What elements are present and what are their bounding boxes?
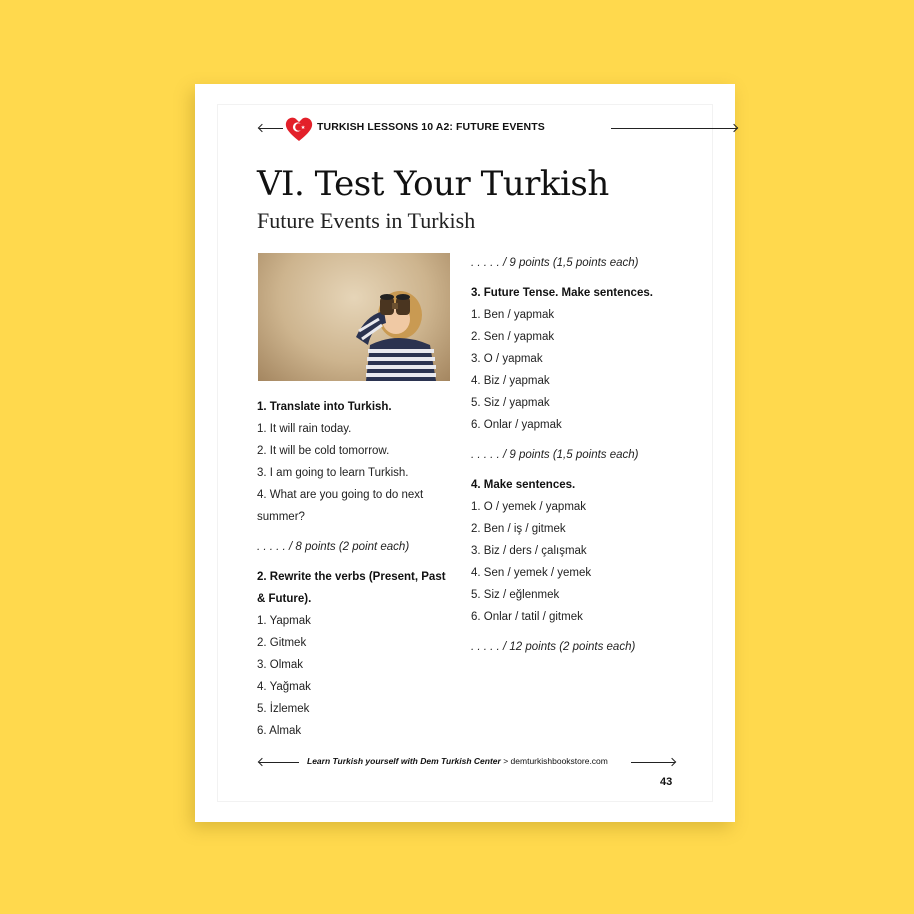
score-dots: . . . . . (471, 641, 500, 653)
list-item: 4. Yağmak (257, 681, 311, 693)
section-1-score (257, 536, 457, 558)
list-item: 3. O / yapmak (471, 353, 543, 365)
list-item: 1. Yapmak (257, 615, 311, 627)
section-4-score (471, 636, 681, 658)
child-with-binoculars-photo (258, 253, 450, 381)
list-item: 6. Almak (257, 725, 302, 737)
list-item: 6. Onlar / yapmak (471, 419, 562, 431)
footer-separator: > (503, 756, 509, 766)
list-item: 4. Biz / yapmak (471, 375, 550, 387)
workbook-page (195, 84, 735, 822)
section-2-score (471, 252, 681, 274)
header-left-arrow-icon (258, 124, 266, 132)
left-column (257, 396, 457, 742)
list-item: 4. What are you going to do next summer? (257, 489, 424, 523)
section-3-score (471, 444, 681, 466)
score-dots: . . . . . (257, 541, 286, 553)
list-item: 6. Onlar / tatil / gitmek (471, 611, 583, 623)
score-text: / 12 points (2 points each) (502, 641, 636, 653)
section-1-heading: 1. Translate into Turkish. (257, 401, 392, 413)
list-item: 3. Biz / ders / çalışmak (471, 545, 587, 557)
page-footer (259, 754, 675, 770)
footer-text (307, 756, 608, 766)
header-right-arrow-icon (730, 124, 738, 132)
page-subtitle: Future Events in Turkish (257, 208, 476, 233)
list-item: 5. Siz / yapmak (471, 397, 550, 409)
footer-tagline: Learn Turkish yourself with Dem Turkish Center (307, 756, 501, 766)
score-text: / 9 points (1,5 points each) (502, 257, 639, 269)
list-item: 2. Ben / iş / gitmek (471, 523, 566, 535)
right-column (471, 252, 681, 658)
footer-left-arrow-icon (258, 758, 266, 766)
turkish-flag-heart-icon (285, 116, 313, 142)
list-item: 1. Ben / yapmak (471, 309, 555, 321)
footer-site: demturkishbookstore.com (510, 756, 608, 766)
section-2-heading: 2. Rewrite the verbs (Present, Past & Future). (257, 571, 446, 605)
child-illustration (258, 253, 450, 381)
list-item: 5. İzlemek (257, 703, 310, 715)
header-title: TURKISH LESSONS 10 A2: FUTURE EVENTS (317, 121, 545, 133)
page-title: VI. Test Your Turkish (257, 164, 609, 204)
section-3-heading: 3. Future Tense. Make sentences. (471, 287, 653, 299)
list-item: 4. Sen / yemek / yemek (471, 567, 592, 579)
footer-right-arrow-icon (668, 758, 676, 766)
list-item: 1. It will rain today. (257, 423, 352, 435)
section-4-heading: 4. Make sentences. (471, 479, 576, 491)
list-item: 2. It will be cold tomorrow. (257, 445, 390, 457)
score-text: / 9 points (1,5 points each) (502, 449, 639, 461)
list-item: 3. I am going to learn Turkish. (257, 467, 409, 479)
page-header (259, 116, 675, 140)
score-dots: . . . . . (471, 449, 500, 461)
page-number: 43 (660, 776, 673, 788)
list-item: 2. Sen / yapmak (471, 331, 555, 343)
header-right-rule (611, 128, 737, 129)
list-item: 1. O / yemek / yapmak (471, 501, 587, 513)
list-item: 2. Gitmek (257, 637, 307, 649)
score-text: / 8 points (2 point each) (288, 541, 410, 553)
score-dots: . . . . . (471, 257, 500, 269)
list-item: 3. Olmak (257, 659, 304, 671)
list-item: 5. Siz / eğlenmek (471, 589, 560, 601)
